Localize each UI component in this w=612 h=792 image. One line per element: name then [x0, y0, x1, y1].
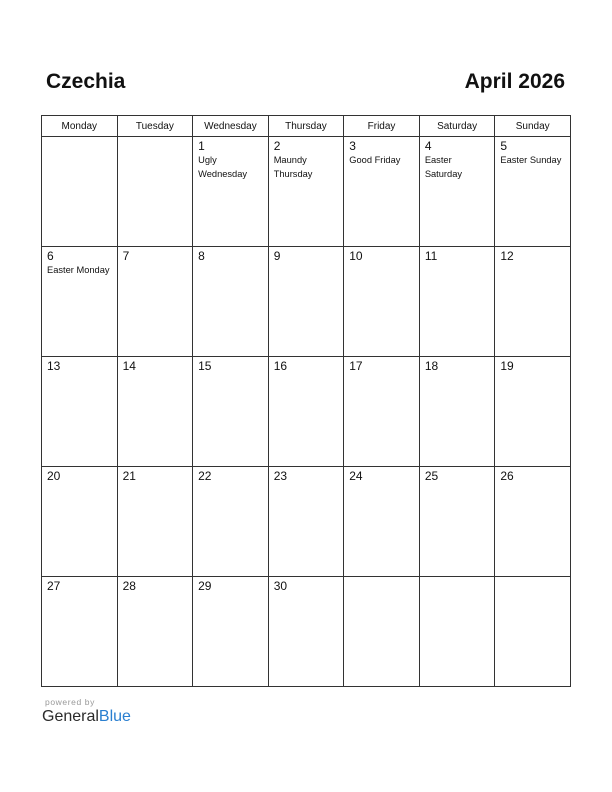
week-row: [42, 577, 571, 687]
day-number: 10: [349, 249, 363, 263]
weekday-header: Tuesday: [117, 116, 193, 137]
day-cell: [193, 137, 269, 247]
day-cell: [42, 247, 118, 357]
day-number: 24: [349, 469, 363, 483]
day-number: 25: [424, 469, 439, 483]
day-cell: [117, 137, 193, 247]
holiday-label: Good Friday: [349, 155, 401, 165]
week-row: [42, 247, 571, 357]
month-year-title: April 2026: [464, 70, 565, 93]
weekday-header: Thursday: [268, 116, 344, 137]
day-number: 15: [198, 359, 212, 373]
day-cell: [419, 577, 495, 687]
day-cell: [344, 247, 420, 357]
day-cell: [117, 357, 193, 467]
day-cell: [495, 137, 571, 247]
day-cell: [42, 137, 118, 247]
week-row: [42, 467, 571, 577]
day-number: 8: [198, 249, 205, 263]
country-title: Czechia: [46, 70, 126, 93]
day-number: 4: [424, 139, 432, 153]
day-number: 26: [500, 469, 514, 483]
day-cell: [419, 357, 495, 467]
day-cell: [268, 467, 344, 577]
day-cell: [268, 247, 344, 357]
brand-blue: Blue: [98, 708, 131, 725]
weekday-header: Sunday: [495, 116, 571, 137]
day-cell: [117, 577, 193, 687]
week-row: [42, 137, 571, 247]
day-cell: [117, 247, 193, 357]
day-number: 5: [500, 139, 508, 153]
day-number: 18: [424, 359, 439, 373]
day-cell: [117, 467, 193, 577]
day-cell: [344, 357, 420, 467]
weekday-header-row: [42, 116, 571, 137]
weekday-header: Monday: [42, 116, 118, 137]
day-cell: [419, 467, 495, 577]
day-number: 20: [47, 469, 61, 483]
week-row: [42, 357, 571, 467]
day-cell: [268, 357, 344, 467]
holiday-label: Ugly Wednesday: [198, 155, 248, 179]
day-number: 9: [273, 249, 281, 263]
day-cell: [42, 467, 118, 577]
day-number: 3: [349, 139, 356, 153]
day-number: 30: [273, 579, 288, 593]
day-cell: [495, 467, 571, 577]
day-number: 23: [273, 469, 288, 483]
day-cell: [419, 247, 495, 357]
holiday-label: Easter Sunday: [500, 155, 562, 165]
day-cell: [42, 577, 118, 687]
holiday-label: Easter Saturday: [424, 155, 463, 179]
generalblue-logo[interactable]: [42, 708, 131, 726]
day-cell: [193, 577, 269, 687]
day-cell: [495, 357, 571, 467]
day-number: 2: [273, 139, 281, 153]
day-cell: [495, 577, 571, 687]
brand-general: General: [42, 708, 99, 725]
day-cell: [344, 467, 420, 577]
day-number: 21: [122, 469, 136, 483]
day-cell: [344, 137, 420, 247]
day-number: 13: [47, 359, 61, 373]
day-number: 7: [122, 249, 130, 263]
day-cell: [268, 577, 344, 687]
weekday-header: Saturday: [419, 116, 495, 137]
day-cell: [193, 467, 269, 577]
calendar-grid: [41, 115, 571, 687]
day-cell: [193, 357, 269, 467]
day-number: 17: [349, 359, 363, 373]
holiday-label: Easter Monday: [47, 265, 110, 275]
day-number: 11: [424, 249, 438, 263]
day-cell: [268, 137, 344, 247]
day-number: 19: [500, 359, 514, 373]
day-number: 14: [122, 359, 136, 373]
powered-by-label: powered by: [45, 697, 95, 707]
day-number: 27: [47, 579, 61, 593]
day-cell: [42, 357, 118, 467]
day-number: 22: [198, 469, 212, 483]
day-number: 28: [122, 579, 136, 593]
day-cell: [419, 137, 495, 247]
day-cell: [344, 577, 420, 687]
day-number: 29: [198, 579, 212, 593]
day-number: 1: [198, 139, 205, 153]
weekday-header: Friday: [344, 116, 420, 137]
holiday-label: Maundy Thursday: [273, 155, 313, 179]
day-number: 12: [500, 249, 514, 263]
day-cell: [495, 247, 571, 357]
day-cell: [193, 247, 269, 357]
day-number: 6: [47, 249, 54, 263]
weekday-header: Wednesday: [193, 116, 269, 137]
day-number: 16: [273, 359, 288, 373]
